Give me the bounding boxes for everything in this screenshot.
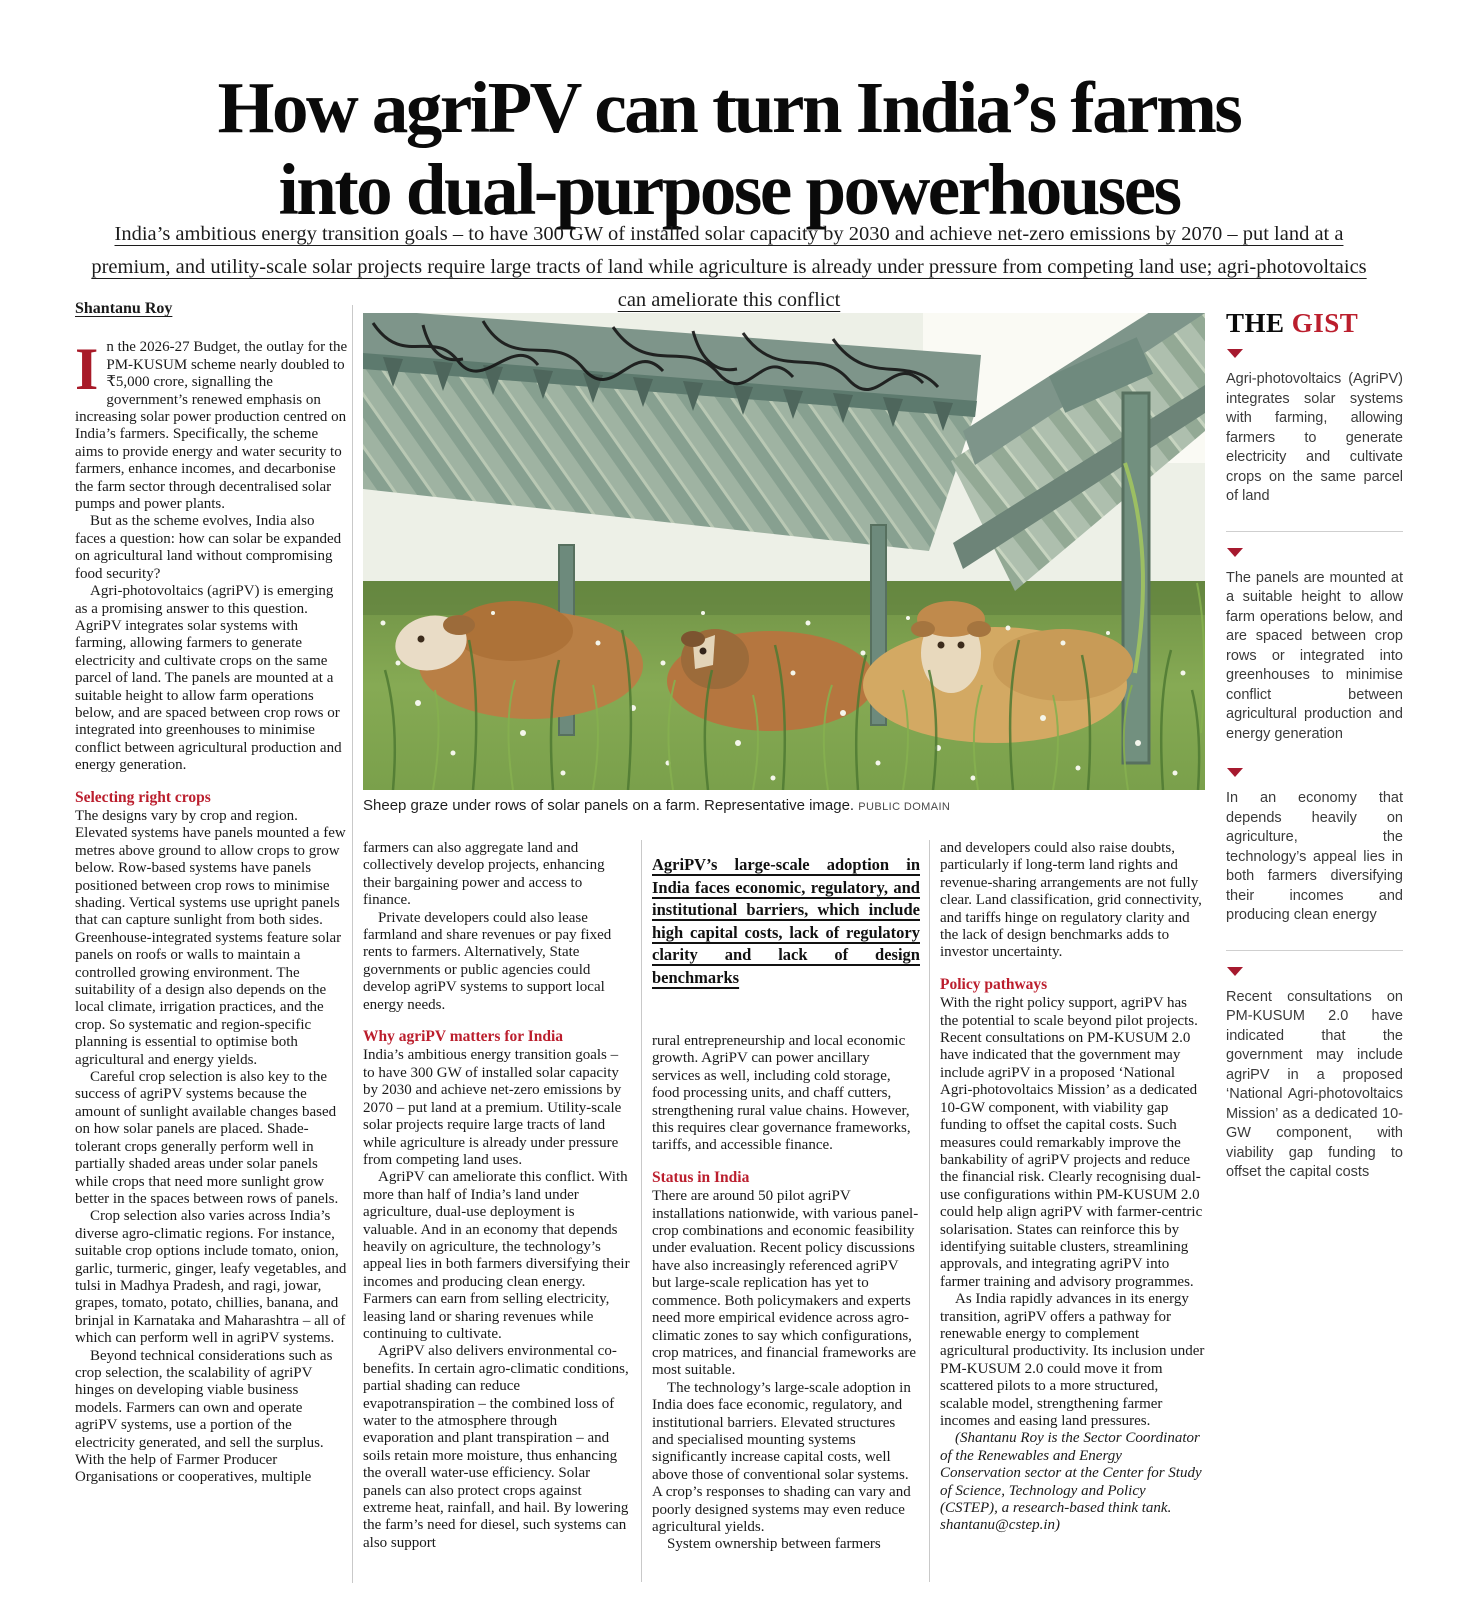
paragraph: Beyond technical considerations such as crop selection, the scalability of agriPV hinges on developing viable business models. Farmers can own and operate agriPV systems, use a portion of the electricity generated, and sell the surplus. With the help of Farmer Producer Organisations or cooperatives, multiple: [75, 1347, 333, 1486]
gist-item: [1226, 349, 1403, 507]
paragraph: There are around 50 pilot agriPV installations nationwide, with various panel-crop combinations and economic feasibility under evaluation. Recent policy discussions have also increasingly referenced agriPV but large-scale replication has yet to commence. Both policymakers and experts need more empirical evidence across agro-climatic zones to say which configurations, crop matrices, and financial frameworks are most suitable.: [652, 1188, 919, 1379]
paragraph: But as the scheme evolves, India also faces a question: how can solar be expanded on agricultural land without compromising food security?: [75, 513, 342, 582]
paragraph: and developers could also raise doubts, particularly if long-term land rights and revenue-sharing arrangements are not fully clear. Land classification, grid connectivity, and tariffs hinge on regulatory clarity and the lack of design benchmarks adds to investor uncertainty.: [940, 840, 1202, 961]
gist-title-gist: GIST: [1291, 308, 1359, 338]
article-standfirst: India’s ambitious energy transition goals – to have 300 GW of installed solar capacity by 2030 and achieve net-zero emissions by 2070 – put land at a premium, and utility-scale solar projects require large tracts of land while agriculture is already under pressure from competing land use; agri-photovoltaics can ameliorate this conflict: [91, 223, 1367, 311]
section-heading: Why agriPV matters for India: [363, 1028, 564, 1046]
paragraph: System ownership between farmers: [667, 1536, 881, 1553]
gist-item-text: The panels are mounted at a suitable height to allow farm operations below, and are spaced between crop rows or integrated into greenhouses to minimise conflict between agricultural production and energy generation: [1226, 569, 1403, 742]
gist-title: [1226, 308, 1403, 339]
red-triangle-down-icon: [1227, 967, 1243, 976]
gist-item-text: Agri-photovoltaics (AgriPV) integrates solar systems with farming, allowing farmers to generate electricity and cultivate crops on the same parcel of land: [1226, 371, 1403, 504]
lead-paragraph: In the 2026-27 Budget, the outlay for the PM-KUSUM scheme nearly doubled to ₹5,000 crore, signalling the government’s renewed emphasis on increasing solar power production centred on India’s farmers. Specifically, the scheme aims to provide energy and water security to farmers, enhance incomes, and decarbonise the farm sector through decentralised solar pumps and power plants.: [75, 336, 348, 513]
article-column-2: [363, 840, 631, 1552]
column-divider: [352, 305, 353, 1583]
gist-title-the: THE: [1226, 308, 1285, 338]
author-credit: (Shantanu Roy is the Sector Coordinator of the Renewables and Energy Conservation sector at the Center for Study of Science, Technology and Policy (CSTEP), a research-based think tank. shantanu@cstep.in): [940, 1430, 1202, 1534]
gist-item-text: Recent consultations on PM-KUSUM 2.0 have indicated that the government may include agriPV in a proposed ‘National Agri-photovoltaics Mission’ as a dedicated 10-GW component, with viability gap funding to offset the capital costs: [1226, 988, 1403, 1180]
paragraph: The designs vary by crop and region. Elevated systems have panels mounted a few metres above ground to allow crops to grow below. Row-based systems have panels positioned between crop rows to minimise shading. Vertical systems use upright panels that can capture sunlight from both sides. Greenhouse-integrated systems feature solar panels on roofs or walls to maintain a controlled growing environment. The suitability of a design also depends on the local climate, irrigation practices, and the crop. So systematic and region-specific planning is essential to optimise both agricultural and energy yields.: [75, 807, 346, 1068]
pull-quote: AgriPV’s large-scale adoption in India faces economic, regulatory, and institutional barriers, which include high capital costs, lack of regulatory clarity and lack of design benchmarks: [652, 855, 920, 987]
headline-line-2: into dual-purpose powerhouses: [278, 148, 1180, 230]
column-divider: [929, 840, 930, 1582]
article-headline: [40, 67, 1418, 231]
headline-line-1: How agriPV can turn India’s farms: [217, 66, 1241, 148]
gist-item: [1226, 950, 1403, 1183]
paragraph: Agri-photovoltaics (agriPV) is emerging as a promising answer to this question. AgriPV integrates solar systems with farming, allowing farmers to generate electricity and cultivate crops on the same parcel of land. The panels are mounted at a suitable height to allow farm operations below, and are spaced between crop rows or integrated into greenhouses to minimise conflict between agricultural production and energy generation.: [75, 583, 342, 774]
article-column-1: [75, 300, 348, 1487]
paragraph: India’s ambitious energy transition goals – to have 300 GW of installed solar capacity by 2030 and achieve net-zero emissions by 2070 – put land at a premium. Utility-scale solar projects require large tracts of land while agriculture is already under pressure from competing land uses.: [363, 1047, 622, 1168]
section-heading: Policy pathways: [940, 975, 1048, 993]
gist-item-text: In an economy that depends heavily on agriculture, the technology’s appeal lies in both farmers diversifying their incomes and producing clean energy: [1226, 790, 1403, 923]
gist-item: [1226, 531, 1403, 745]
the-gist-sidebar: [1226, 308, 1403, 1207]
article-column-4: [940, 840, 1206, 1535]
photo-credit: PUBLIC DOMAIN: [858, 801, 951, 813]
section-heading: Selecting right crops: [75, 788, 211, 806]
paragraph: rural entrepreneurship and local economic growth. AgriPV can power ancillary services as well, including cold storage, food processing units, and chaff cutters, strengthening rural value chains. However, this requires clear governance frameworks, tariffs, and accessible finance.: [652, 1033, 911, 1154]
paragraph: Careful crop selection is also key to the success of agriPV systems because the amount of sunlight available changes based on how solar panels are placed. Shade-tolerant crops generally perform well in partially shaded areas under solar panels while crops that need more sunlight grow better in the spaces between rows of panels.: [75, 1069, 339, 1207]
section-heading: Status in India: [652, 1168, 750, 1186]
paragraph: As India rapidly advances in its energy transition, agriPV offers a pathway for renewable energy to complement agricultural productivity. Its inclusion under PM-KUSUM 2.0 could move it from scattered pilots to a more structured, scalable model, strengthening farmer incomes and easing land pressures.: [940, 1291, 1205, 1429]
article-photo: [363, 313, 1205, 790]
paragraph: farmers can also aggregate land and collectively develop projects, enhancing their bargaining power and access to finance.: [363, 840, 605, 909]
paragraph: Private developers could also lease farmland and share revenues or pay fixed rents to farmers. Alternatively, State governments or public agencies could develop agriPV systems to support local energy needs.: [363, 909, 612, 1013]
gist-items: [1226, 349, 1403, 1183]
sheep-under-solar-panels-illustration: [363, 313, 1205, 790]
drop-cap: I: [75, 336, 99, 403]
byline: Shantanu Roy: [75, 300, 173, 317]
column-text: [75, 336, 348, 1486]
paragraph: AgriPV also delivers environmental co-benefits. In certain agro-climatic conditions, partial shading can reduce evapotranspiration – the combined loss of water to the atmosphere through evaporation and plant transpiration – and soils retain more moisture, thus enhancing the overall water-use efficiency. Solar panels can also protect crops against extreme heat, rainfall, and hail. By lowering the farm’s need for diesel, such systems can also support: [363, 1343, 629, 1551]
gist-item: [1226, 768, 1403, 926]
paragraph: Crop selection also varies across India’s diverse agro-climatic regions. For instance, suitable crop options include tomato, onion, garlic, turmeric, ginger, leafy vegetables, and tulsi in Madhya Pradesh, and ragi, jowar, grapes, tomato, potato, chillies, banana, and brinjal in Karnataka and Maharashtra – all of which can perform well in agriPV systems.: [75, 1208, 347, 1347]
article-column-3: [652, 840, 920, 1554]
red-triangle-down-icon: [1227, 548, 1243, 557]
column-divider: [641, 840, 642, 1582]
red-triangle-down-icon: [1227, 349, 1243, 358]
photo-caption: [363, 797, 1205, 814]
caption-text: Sheep graze under rows of solar panels on a farm. Representative image.: [363, 797, 855, 814]
paragraph: The technology’s large-scale adoption in India does face economic, regulatory, and institutional barriers. Elevated structures and specialised mounting systems significantly increase capital costs, well above those of conventional solar systems. A crop’s responses to shading can vary and poorly designed systems may even reduce agricultural yields.: [652, 1379, 911, 1535]
paragraph: With the right policy support, agriPV has the potential to scale beyond pilot projects. Recent consultations on PM-KUSUM 2.0 have indicated that the government may include agriPV in a proposed ‘National Agri-photovoltaics Mission’ as a dedicated 10-GW component, with viability gap funding to offset the capital costs. Such measures could remarkably improve the bankability of agriPV projects and reduce the financial risk. Clearly recognising dual-use configurations within PM-KUSUM 2.0 could help align agriPV with farmer-centric solarisation. States can reinforce this by identifying suitable clusters, streamlining approvals, and integrating agriPV into farmer training and advisory programmes.: [940, 995, 1203, 1290]
paragraph: AgriPV can ameliorate this conflict. With more than half of India’s land under agriculture, dual-use deployment is valuable. And in an economy that depends heavily on agriculture, the technology’s appeal lies in both farmers diversifying their incomes and producing clean energy. Farmers can earn from selling electricity, leasing land or sharing revenues while continuing to cultivate.: [363, 1169, 630, 1342]
red-triangle-down-icon: [1227, 768, 1243, 777]
